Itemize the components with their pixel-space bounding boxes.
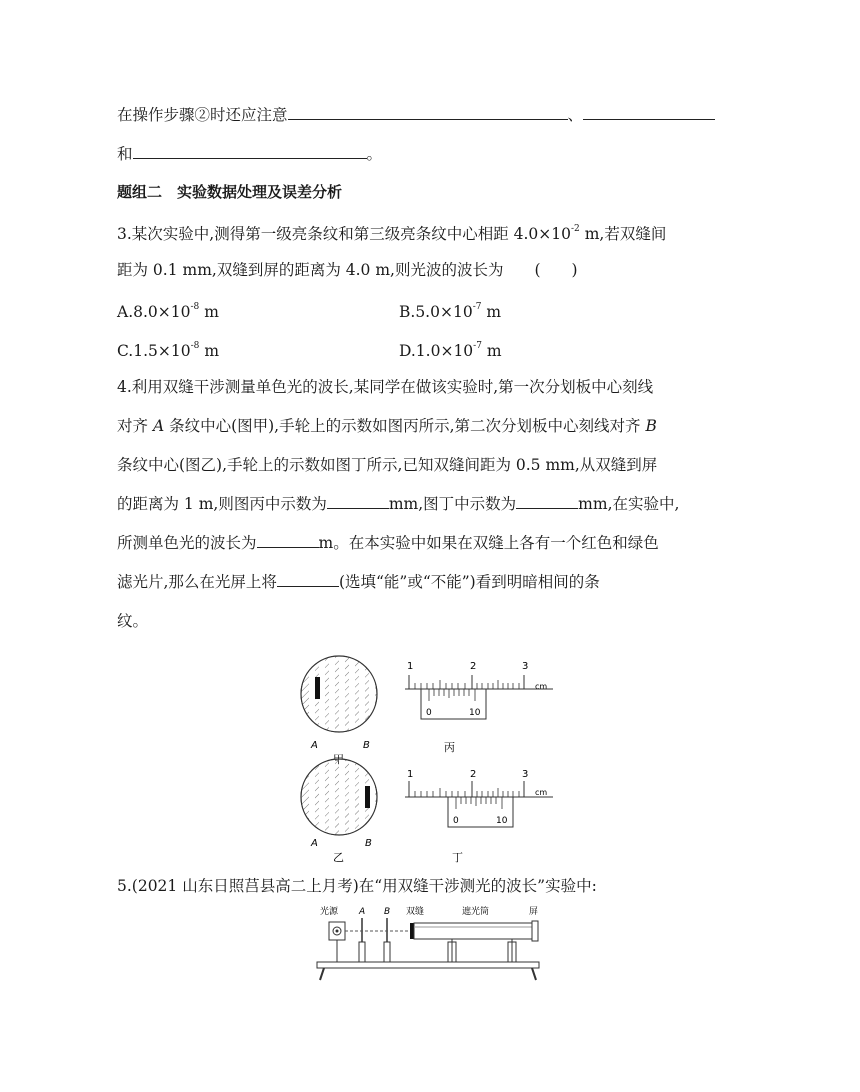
vernier-label-0: 0 (426, 708, 432, 718)
caption-bing: 丙 (444, 741, 455, 754)
label-light-source: 光源 (320, 907, 339, 917)
separator: 、 (567, 106, 584, 124)
label-a: A (359, 907, 366, 917)
caption-ding: 丁 (452, 851, 463, 864)
vernier-label-0: 0 (453, 816, 459, 826)
label-screen: 屏 (529, 907, 539, 917)
q4-line-5 (117, 533, 659, 553)
label-b-jia: B (363, 740, 370, 751)
q4-text: 对齐 (117, 417, 153, 435)
q5-apparatus-figure (312, 902, 547, 984)
label-tube: 遮光筒 (462, 907, 490, 917)
q4-text: 条纹中心(图甲),手轮上的示数如图丙所示,第二次分划板中心刻线对齐 (164, 417, 646, 435)
option-unit: m (199, 342, 220, 361)
option-label: B.5.0×10 (399, 303, 473, 322)
q2-text-1: 在操作步骤②时还应注意 (117, 106, 288, 124)
scale-label-3: 3 (522, 661, 529, 672)
q3-option-b[interactable] (399, 299, 501, 322)
label-b: B (384, 907, 391, 917)
option-exponent: -7 (473, 341, 482, 351)
q3-text-a: 3.某次实验中,测得第一级亮条纹和第三级亮条纹中心相距 4.0×10 (117, 225, 572, 244)
label-a-yi: A (311, 838, 318, 849)
answer-blank-can[interactable] (277, 572, 339, 587)
q4-figure (295, 655, 565, 870)
q4-text: m。在本实验中如果在双缝上各有一个红色和绿色 (318, 534, 659, 552)
answer-blank-3[interactable] (133, 144, 367, 159)
scale-label-2: 2 (470, 769, 477, 780)
q3-option-d[interactable] (399, 338, 502, 361)
label-double-slit: 双缝 (406, 907, 425, 917)
answer-blank-bing[interactable] (327, 494, 389, 509)
label-b: B (645, 417, 657, 435)
label-a-jia: A (311, 740, 318, 751)
option-exponent: -7 (472, 302, 482, 312)
unit-label: cm (535, 788, 548, 797)
scale-label-1: 1 (407, 769, 414, 780)
label-a: A (152, 417, 165, 435)
q4-line-7: 纹。 (117, 612, 149, 630)
q4-text: mm,在实验中, (578, 495, 680, 513)
q2-text-2: 和 (117, 145, 133, 163)
q4-line-4 (117, 494, 679, 514)
q4-text: 所测单色光的波长为 (117, 534, 257, 552)
q3-option-c[interactable] (117, 338, 219, 361)
vernier-ding (405, 769, 553, 827)
unit-label: cm (535, 682, 548, 691)
option-exponent: -8 (190, 302, 200, 312)
vernier-label-10: 10 (469, 708, 481, 718)
q5-line-1: 5.(2021 山东日照莒县高二上月考)在“用双缝干涉测光的波长”实验中: (117, 877, 597, 895)
answer-blank-2[interactable] (583, 105, 715, 120)
q4-text: 滤光片,那么在光屏上将 (117, 573, 277, 591)
option-unit: m (481, 342, 502, 361)
label-b-yi: B (365, 838, 372, 849)
scale-label-3: 3 (522, 769, 529, 780)
option-exponent: -8 (190, 341, 200, 351)
q4-text: (选填“能”或“不能”)看到明暗相间的条 (338, 573, 600, 591)
option-label: A.8.0×10 (117, 303, 191, 322)
caption-yi: 乙 (333, 851, 344, 864)
q2-line-2 (117, 144, 382, 164)
vernier-bing (405, 661, 553, 719)
option-label: D.1.0×10 (399, 342, 474, 361)
answer-blank-ding[interactable] (516, 494, 578, 509)
q4-text: 的距离为 1 m,则图丙中示数为 (117, 495, 327, 513)
option-unit: m (481, 303, 502, 322)
scale-label-1: 1 (407, 661, 414, 672)
q4-line-6 (117, 572, 600, 592)
option-label: C.1.5×10 (117, 342, 191, 361)
q4-line-3: 条纹中心(图乙),手轮上的示数如图丁所示,已知双缝间距为 0.5 mm,从双缝到屏 (117, 456, 658, 474)
q3-text-b: m,若双缝间 (579, 225, 667, 244)
vernier-label-10: 10 (496, 816, 508, 826)
q3-line-1 (117, 221, 666, 244)
period: 。 (366, 145, 383, 163)
scale-label-2: 2 (470, 661, 477, 672)
q4-text: mm,图丁中示数为 (388, 495, 517, 513)
q4-line-1: 4.利用双缝干涉测量单色光的波长,某同学在做该实验时,第一次分划板中心刻线 (117, 378, 654, 396)
q4-line-2 (117, 416, 657, 436)
fringe-view-jia (301, 655, 377, 735)
option-unit: m (199, 303, 219, 322)
q3-exponent: -2 (571, 224, 580, 234)
q2-line-1 (117, 105, 715, 125)
section-heading: 题组二 实验数据处理及误差分析 (117, 183, 343, 201)
answer-blank-wavelength[interactable] (257, 533, 319, 548)
q3-line-2: 距为 0.1 mm,双缝到屏的距离为 4.0 m,则光波的波长为 ( ) (117, 261, 578, 279)
answer-blank-1[interactable] (288, 105, 568, 120)
fringe-view-yi (301, 755, 377, 839)
q3-option-a[interactable] (117, 299, 219, 322)
